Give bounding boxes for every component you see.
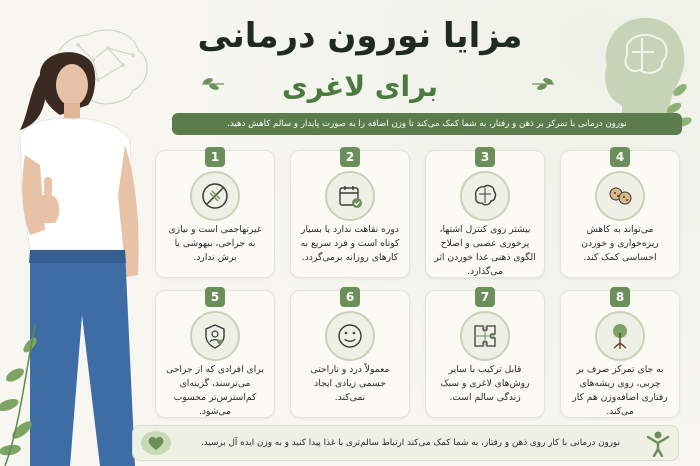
- card-number: 7: [475, 287, 495, 307]
- card-number: 6: [340, 287, 360, 307]
- puzzle-icon: [460, 311, 510, 361]
- card-text: برای افرادی که از جراحی می‌ترسند، گزینه‌ای کم‌استرس‌تر محسوب می‌شود.: [166, 364, 264, 417]
- leaf-icon: [200, 76, 226, 92]
- card-text: می‌تواند به کاهش ریزه‌خواری و خوردن احساسی کمک کند.: [581, 224, 659, 263]
- benefit-card-5: [155, 290, 275, 418]
- shield-heart-icon: [190, 311, 240, 361]
- card-text: دوره نقاهت ندارد یا بسیار کوتاه است و فرد سریع به کارهای روزانه برمی‌گردد.: [300, 224, 400, 263]
- benefit-card-1: [155, 150, 275, 278]
- card-text: بیشتر روی کنترل اشتها، پرخوری عصبی و اصلاح الگوی ذهنی غذا خوردن اثر می‌گذارد.: [434, 224, 536, 277]
- intro-banner: نورون درمانی با تمرکز بر ذهن و رفتار، به شما کمک می‌کند تا وزن اضافه را به صورت پایدار و سالم کاهش دهید.: [172, 113, 682, 135]
- heart-brain-icon: [139, 429, 173, 457]
- card-text: غیرتهاجمی است و نیازی به جراحی، بیهوشی یا برش ندارد.: [168, 224, 262, 263]
- tree-roots-icon: [595, 311, 645, 361]
- footer-text: نورون درمانی با کار روی ذهن و رفتار، به شما کمک می‌کند ارتباط سالم‌تری با غذا پیدا کنید و به وزن ایده آل برسید.: [200, 438, 621, 448]
- card-number: 2: [340, 147, 360, 167]
- leaf-icon: [530, 76, 556, 92]
- no-surgery-icon: [190, 171, 240, 221]
- benefit-card-6: [290, 290, 410, 418]
- page-subtitle: برای لاغری: [282, 70, 438, 103]
- benefit-card-3: [425, 150, 545, 278]
- card-text: قابل ترکیب با سایر روش‌های لاغری و سبک زندگی سالم است.: [440, 364, 530, 403]
- benefit-card-2: [290, 150, 410, 278]
- card-number: 8: [610, 287, 630, 307]
- person-celebrating-icon: [644, 429, 672, 457]
- card-text: معمولاً درد و ناراحتی جسمی زیادی ایجاد نمی‌کند.: [310, 364, 390, 403]
- calendar-check-icon: [325, 171, 375, 221]
- page-title: مزایا نورون درمانی: [197, 16, 523, 56]
- footer-banner: [132, 425, 679, 461]
- card-number: 3: [475, 147, 495, 167]
- woman-illustration: [0, 45, 160, 466]
- benefit-card-4: [560, 150, 680, 278]
- benefit-card-7: [425, 290, 545, 418]
- smile-icon: [325, 311, 375, 361]
- card-number: 1: [205, 147, 225, 167]
- benefit-card-8: [560, 290, 680, 418]
- brain-icon: [460, 171, 510, 221]
- card-text: به جای تمرکز صرف بر چربی، روی ریشه‌های رفتاری اضافه‌وزن هم کار می‌کند.: [572, 364, 668, 417]
- cookies-icon: [595, 171, 645, 221]
- card-number: 5: [205, 287, 225, 307]
- card-number: 4: [610, 147, 630, 167]
